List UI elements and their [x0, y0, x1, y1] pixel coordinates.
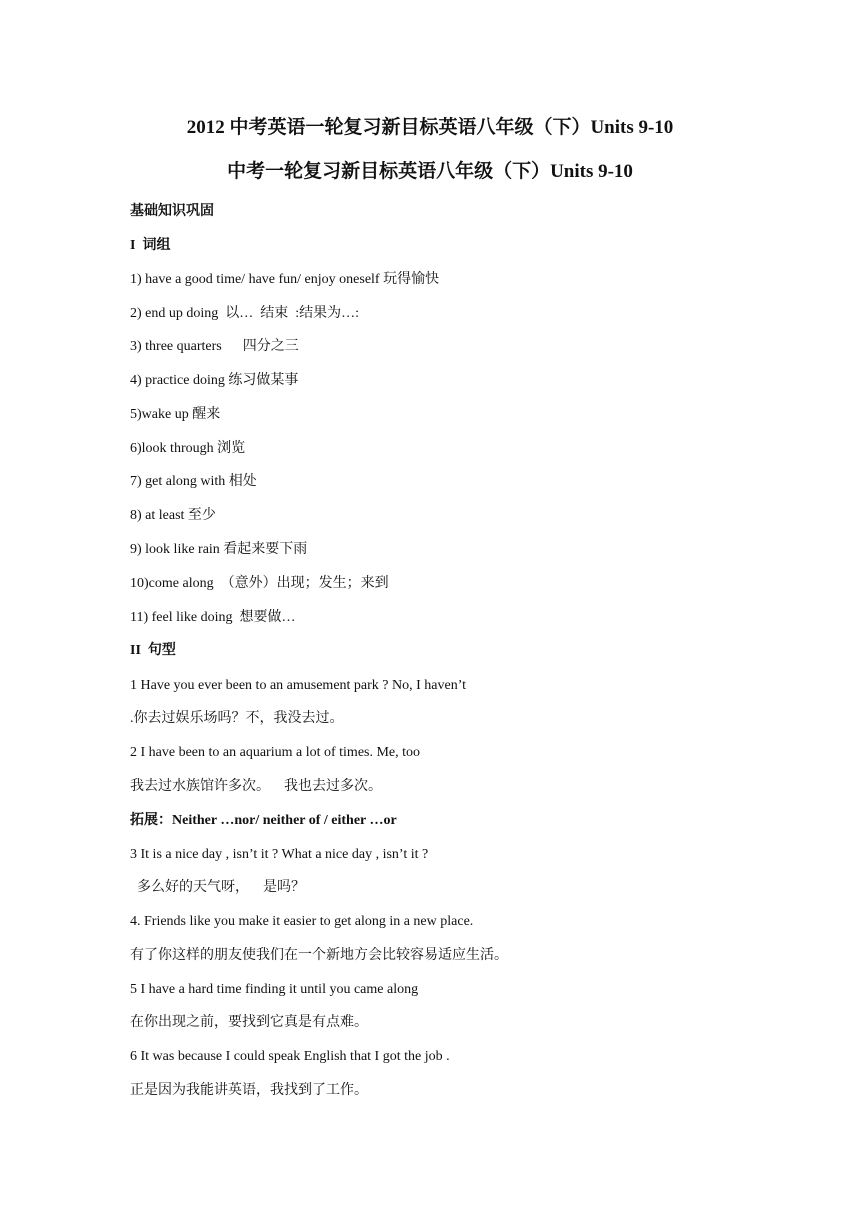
sentence-chinese: 有了你这样的朋友使我们在一个新地方会比较容易适应生活。 — [130, 948, 508, 963]
sentence-english: 2 I have been to an aquarium a lot of times. Me, too — [130, 745, 421, 760]
sentence-english: 4. Friends like you make it easier to get along in a new place. — [130, 914, 474, 929]
phrase-item: 2) end up doing 以… 结束 :结果为…: — [130, 306, 360, 321]
phrase-item: 4) practice doing 练习做某事 — [130, 373, 299, 388]
sentence-chinese: 多么好的天气呀， 是吗？ — [130, 880, 305, 895]
heading-sentences: II 句型 — [130, 643, 176, 658]
sentence-chinese: 我去过水族馆许多次。 我也去过多次。 — [130, 779, 382, 794]
page-title: 2012 中考英语一轮复习新目标英语八年级（下）Units 9-10 — [186, 117, 674, 138]
section-heading-basic: 基础知识巩固 — [130, 204, 214, 219]
sentence-chinese: 在你出现之前，要找到它真是有点难。 — [130, 1015, 368, 1030]
phrase-item: 9) look like rain 看起来要下雨 — [130, 542, 308, 557]
phrase-item: 1) have a good time/ have fun/ enjoy oneself 玩得愉快 — [130, 272, 440, 287]
phrase-item: 5)wake up 醒来 — [130, 407, 221, 422]
phrase-item: 10)come along （意外）出现；发生；来到 — [130, 576, 389, 591]
page-subtitle: 中考一轮复习新目标英语八年级（下）Units 9-10 — [227, 161, 633, 182]
extension-note: 拓展：Neither …nor/ neither of / either …or — [130, 813, 397, 828]
phrase-item: 7) get along with 相处 — [130, 474, 257, 489]
sentence-english: 3 It is a nice day , isn’t it ? What a nice day , isn’t it ? — [130, 847, 429, 862]
phrase-item: 3) three quarters 四分之三 — [130, 339, 299, 354]
sentence-english: 1 Have you ever been to an amusement park ? No, I haven’t — [130, 678, 467, 693]
phrase-item: 8) at least 至少 — [130, 508, 216, 523]
sentence-english: 5 I have a hard time finding it until you came along — [130, 982, 419, 997]
sentence-chinese: .你去过娱乐场吗？不，我没去过。 — [130, 711, 344, 726]
phrase-item: 6)look through 浏览 — [130, 441, 246, 456]
sentence-english: 6 It was because I could speak English that I got the job . — [130, 1049, 450, 1064]
heading-phrases: I 词组 — [130, 238, 171, 253]
sentence-chinese: 正是因为我能讲英语，我找到了工作。 — [130, 1083, 368, 1098]
phrase-item: 11) feel like doing 想要做… — [130, 610, 296, 625]
